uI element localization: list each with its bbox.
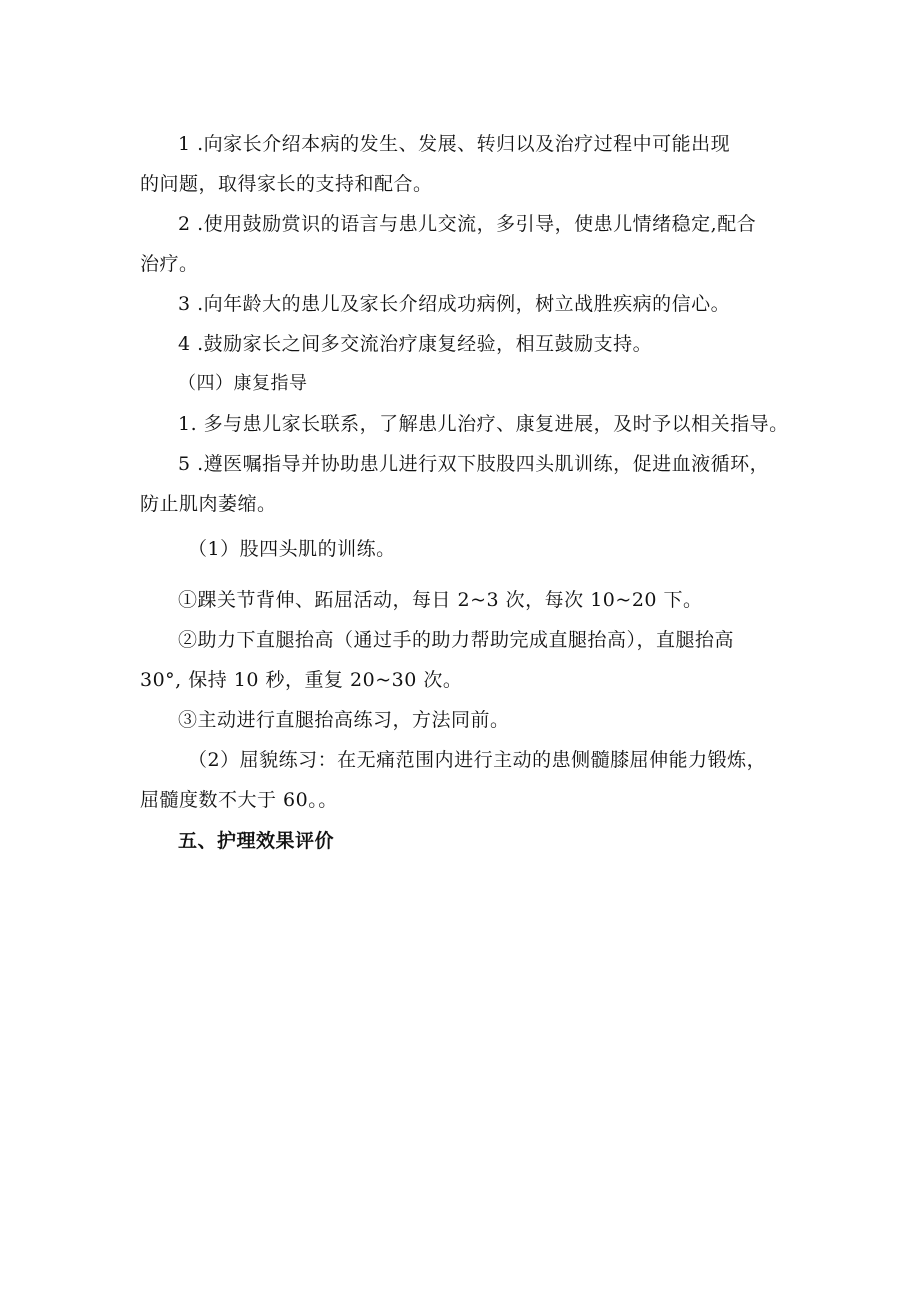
sub2-line1: （2）屈貌练习：在无痛范围内进行主动的患侧髓膝屈伸能力锻炼， xyxy=(188,749,767,771)
section5-title: 五、护理效果评价 xyxy=(178,830,335,852)
rehab5-line1: 5 .遵医嘱指导并协助患儿进行双下肢股四头肌训练，促进血液循环， xyxy=(178,453,770,475)
step2-line2: 30°, 保持 10 秒，重复 20~30 次。 xyxy=(140,669,463,691)
section4-title: （四）康复指导 xyxy=(178,373,308,394)
sub1-title: （1）股四头肌的训练。 xyxy=(188,538,396,560)
item4-line1: 4 .鼓励家长之间多交流治疗康复经验，相互鼓励支持。 xyxy=(178,333,653,355)
item2-line1: 2 .使用鼓励赏识的语言与患儿交流，多引导，使患儿情绪稳定,配合 xyxy=(178,213,757,235)
item2-line2: 治疗。 xyxy=(140,253,199,275)
rehab1-line1: 1. 多与患儿家长联系，了解患儿治疗、康复进展，及时予以相关指导。 xyxy=(178,413,789,435)
sub2-line2: 屈髓度数不大于 60。。 xyxy=(140,789,338,811)
item1-line2: 的问题，取得家长的支持和配合。 xyxy=(140,173,433,195)
step1: ①踝关节背伸、跖屈活动，每日 2~3 次，每次 10~20 下。 xyxy=(178,589,703,611)
item3-line1: 3 .向年龄大的患儿及家长介绍成功病例，树立战胜疾病的信心。 xyxy=(178,293,731,315)
step2-line1: ②助力下直腿抬高（通过手的助力帮助完成直腿抬高），直腿抬高 xyxy=(178,629,735,651)
step3: ③主动进行直腿抬高练习，方法同前。 xyxy=(178,709,510,731)
rehab5-line2: 防止肌肉萎缩。 xyxy=(140,493,277,515)
item1-line1: 1 .向家长介绍本病的发生、发展、转归以及治疗过程中可能出现 xyxy=(178,133,731,155)
